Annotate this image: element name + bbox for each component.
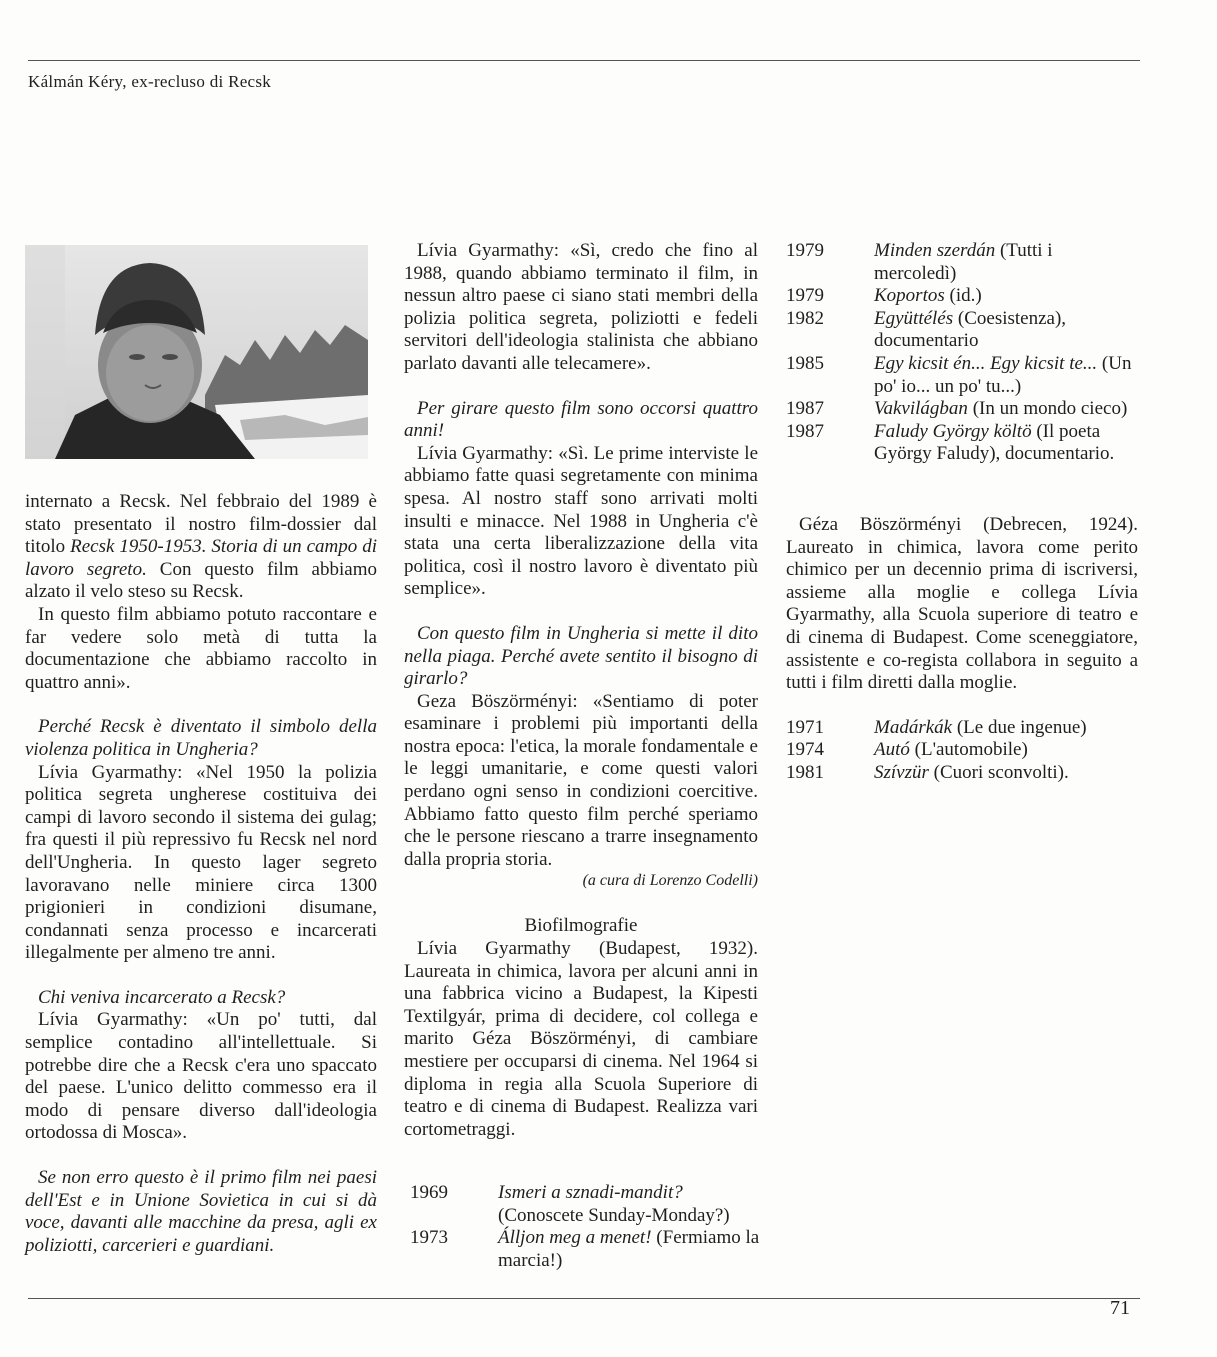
filmography-row <box>410 1182 762 1227</box>
film-note: (In un mondo cieco) <box>967 398 1128 420</box>
film-title: Recsk 1950-1953. Storia di un campo di lavoro segreto. <box>25 536 377 580</box>
film-note: (Cuori sconvolti). <box>928 761 1069 783</box>
film-title: Minden szerdán <box>874 240 996 261</box>
filmography-row <box>410 1227 762 1272</box>
running-header: Kálmán Kéry, ex-recluso di Recsk <box>28 72 272 91</box>
film-note: (Conoscete Sunday-Monday?) <box>498 1204 730 1226</box>
paragraph: In questo film abbiamo potuto raccontare e far vedere solo metà di tutta la documentazione che abbiamo raccolto in quattro anni». <box>25 603 377 693</box>
film-year: 1974 <box>786 739 824 761</box>
film-year: 1987 <box>786 420 824 442</box>
biography: Lívia Gyarmathy (Budapest, 1932). Laureata in chimica, lavora per alcuni anni in una fabbrica vicino a Budapest, la Kipesti Textilgyár, prima di decidere, col collega e marito Géza Böszörményi, di cambiare mestiere per occuparsi di cinema. Nel 1964 si diploma in regia alla Scuola Superiore di teatro e di cinema di Budapest. Realizza vari cortometraggi. <box>404 938 758 1140</box>
film-title: Vakvilágban <box>874 398 968 420</box>
film-year: 1973 <box>410 1227 448 1249</box>
bottom-rule <box>28 1298 1140 1299</box>
column-2 <box>404 240 758 1141</box>
filmography-row <box>786 308 1138 353</box>
interview-question: Con questo film in Ungheria si mette il dito nella piaga. Perché avete sentito il bisogno di girarlo? <box>404 622 758 690</box>
interview-answer: Lívia Gyarmathy: «Un po' tutti, dal semplice contadino all'intellettuale. Si potrebbe dire che a Recsk c'era uno spaccato del paese. L'unico delitto commesso era il modo di pensare diverso dall'ideologia ortodossa di Mosca». <box>25 1009 377 1144</box>
interview-question: Se non erro questo è il primo film nei paesi dell'Est e in Unione Sovietica in cui si dà voce, davanti alle macchine da presa, agli ex poliziotti, carcerieri e guardiani. <box>25 1167 377 1256</box>
interview-answer: Lívia Gyarmathy: «Nel 1950 la polizia politica segreta ungherese costituiva dei campi di lavoro secondo il sistema dei gulag; fra questi il più repressivo fu Recsk nel nord dell'Ungheria. In questo lager segreto lavoravano nelle miniere circa 1300 prigionieri in condizioni disumane, condannati senza processo e incarcerati illegalmente per almeno tre anni. <box>25 761 377 964</box>
interview-answer: Lívia Gyarmathy: «Sì. Le prime interviste le abbiamo fatte quasi segretamente con minima spesa. Al nostro staff sono arrivati molti insulti e minacce. Nel 1988 in Ungheria c'è stata una certa liberalizzazione della vita politica, così il nostro lavoro è diventato più semplice». <box>404 442 758 600</box>
filmography-row <box>786 717 1087 740</box>
film-title: Együttélés <box>874 307 954 329</box>
filmography-row <box>786 421 1138 466</box>
film-title: Koportos <box>874 285 945 307</box>
film-title: Madárkák <box>874 716 953 738</box>
film-note: (Un po' io... un po' tu...) <box>874 352 1132 397</box>
film-note: (Fermiamo la marcia!) <box>498 1227 760 1271</box>
text-span: internato a Recsk. Nel febbraio del 1989 è stato presentato il nostro film-dossier dal titolo <box>25 491 377 558</box>
biography: Géza Böszörményi (Debrecen, 1924). Laureato in chimica, lavora come perito chimico per un decennio prima di iscriversi, assieme alla moglie e collega Lívia Gyarmathy, alla Scuola superiore di teatro e di cinema di Budapest. Come sceneggiatore, assistente e co-regista collabora in seguito a tutti i film diretti dalla moglie. <box>786 514 1138 694</box>
filmography-table <box>786 717 1087 785</box>
interview-question: Perché Recsk è diventato il simbolo della violenza politica in Ungheria? <box>25 716 377 760</box>
interview-question: Per girare questo film sono occorsi quattro anni! <box>404 397 758 442</box>
film-year: 1987 <box>786 398 824 420</box>
column-1 <box>25 491 377 1257</box>
film-title: Szívzür <box>874 761 929 783</box>
paragraph-intro <box>25 491 377 604</box>
filmography-row <box>786 398 1138 421</box>
credit-line: (a cura di Lorenzo Codelli) <box>582 872 758 890</box>
filmography-row <box>786 739 1087 762</box>
film-year: 1985 <box>786 352 824 374</box>
section-heading: Biofilmografie <box>524 915 638 937</box>
interview-question: Chi veniva incarcerato a Recsk? <box>38 986 286 1008</box>
filmography-row <box>786 240 1138 285</box>
interview-answer: Geza Böszörményi: «Sentiamo di poter esaminare i problemi più importanti della nostra epoca: l'etica, la morale fondamentale e le leggi umanitarie, e come questi valori perdano ogni senso in condizioni coercitive. Abbiamo fatto questo film perché speriamo che le persone riescano a trarre insegnamento dalla propria storia. <box>404 690 758 870</box>
film-title: Ismeri a sznadi-mandit? <box>498 1182 683 1203</box>
interview-answer: Lívia Gyarmathy: «Sì, credo che fino al 1988, quando abbiamo terminato il film, in nessun altro paese ci siano stati membri della polizia politica segreta, poliziotti e fedeli servitori dell'ideologia stalinista che abbiano parlato davanti alle telecamere». <box>404 240 758 374</box>
film-note: (Coesistenza), documentario <box>874 307 1067 352</box>
film-year: 1982 <box>786 307 824 329</box>
film-note: (id.) <box>944 285 982 307</box>
filmography-row <box>786 285 1138 308</box>
filmography-table <box>786 240 1138 466</box>
film-title: Faludy György költö <box>874 420 1032 442</box>
filmography-row <box>786 353 1138 398</box>
page-number: 71 <box>1110 1297 1130 1319</box>
film-year: 1969 <box>410 1182 448 1203</box>
film-year: 1981 <box>786 761 824 783</box>
filmography-table <box>410 1182 762 1272</box>
film-note: (Le due ingenue) <box>952 716 1087 738</box>
film-year: 1979 <box>786 240 824 261</box>
film-title: Egy kicsit én... Egy kicsit te... <box>874 352 1098 374</box>
portrait-photo <box>25 245 368 459</box>
top-rule <box>28 60 1140 61</box>
film-year: 1971 <box>786 716 824 738</box>
film-title: Álljon meg a menet! <box>498 1227 652 1249</box>
film-note: (Il poeta György Faludy), documentario. <box>874 420 1115 465</box>
column-3 <box>786 514 1138 785</box>
film-year: 1979 <box>786 285 824 307</box>
film-note: (L'automobile) <box>909 739 1028 761</box>
filmography-row <box>786 762 1087 785</box>
film-title: Autó <box>874 739 910 761</box>
film-note: (Tutti i mercoledì) <box>874 240 1053 284</box>
portrait-photo-image <box>25 245 368 459</box>
text-span: Con questo film abbiamo alzato il velo steso su Recsk. <box>25 558 377 603</box>
